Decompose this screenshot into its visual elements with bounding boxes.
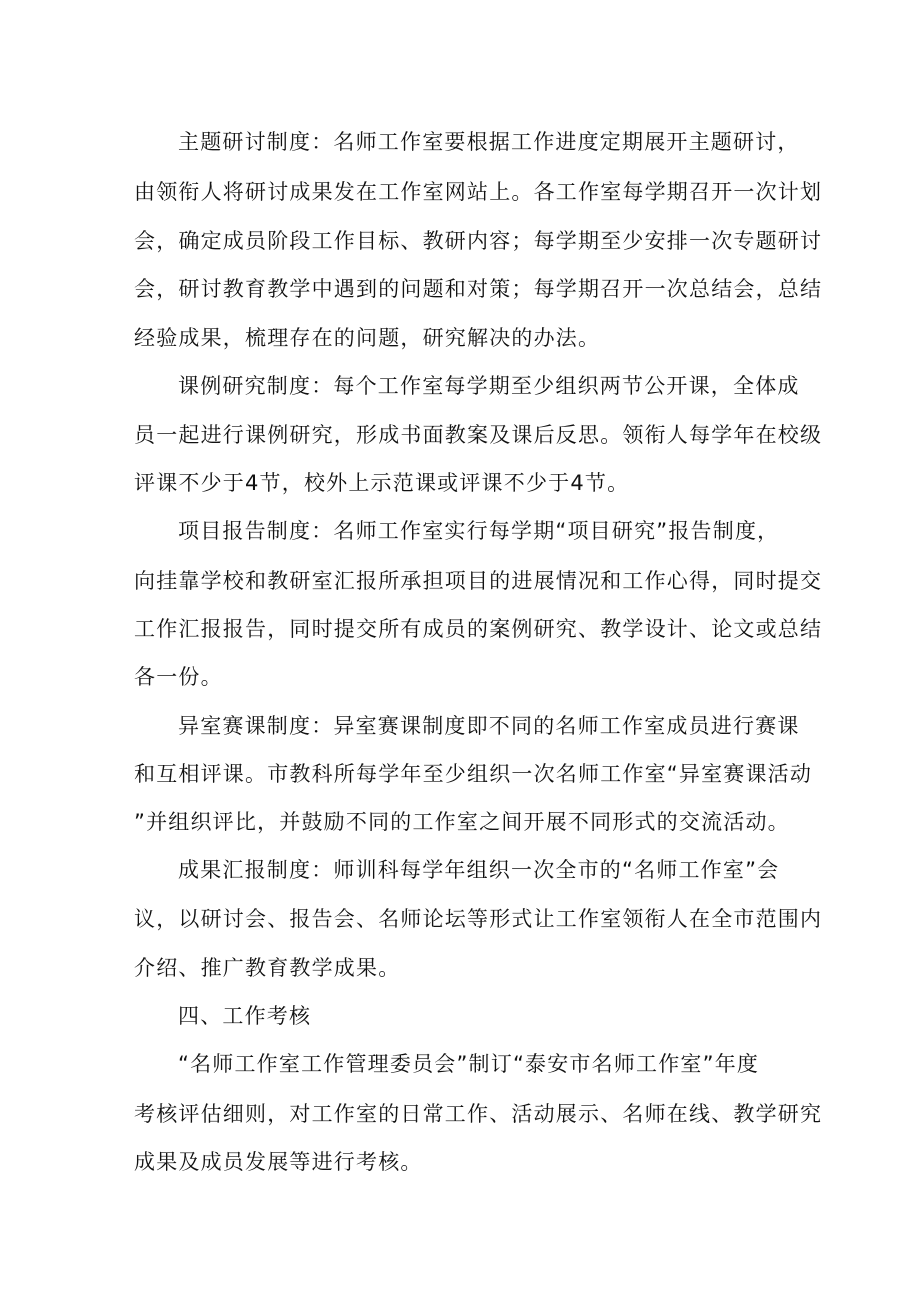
paragraph-line: ”并组织评比，并鼓励不同的工作室之间开展不同形式的交流活动。 <box>134 810 790 834</box>
paragraph-line: 经验成果，梳理存在的问题，研究解决的办法。 <box>134 326 601 350</box>
paragraph-line: 成果及成员发展等进行考核。 <box>134 1150 423 1174</box>
section-heading: 四、工作考核 <box>178 1004 312 1028</box>
paragraph-line: 成果汇报制度：师训科每学年组织一次全市的“名师工作室”会 <box>178 858 780 882</box>
paragraph-line: 会，确定成员阶段工作目标、教研内容；每学期至少安排一次专题研讨 <box>134 229 823 253</box>
paragraph-line: 员一起进行课例研究，形成书面教案及课后反思。领衔人每学年在校级 <box>134 423 823 447</box>
paragraph-line: 异室赛课制度：异室赛课制度即不同的名师工作室成员进行赛课 <box>178 714 800 738</box>
paragraph-line: 项目报告制度：名师工作室实行每学期“项目研究”报告制度， <box>178 519 780 543</box>
paragraph-line: 考核评估细则，对工作室的日常工作、活动展示、名师在线、教学研究 <box>134 1102 823 1126</box>
paragraph-line: 向挂靠学校和教研室汇报所承担项目的进展情况和工作心得，同时提交 <box>134 569 823 593</box>
paragraph-line: 议，以研讨会、报告会、名师论坛等形式让工作室领衔人在全市范围内 <box>134 907 823 931</box>
paragraph-line: 由领衔人将研讨成果发在工作室网站上。各工作室每学期召开一次计划 <box>134 180 823 204</box>
paragraph-line: 会，研讨教育教学中遇到的问题和对策；每学期召开一次总结会，总结 <box>134 277 823 301</box>
paragraph-line: 评课不少于4节，校外上示范课或评课不少于4节。 <box>134 471 630 495</box>
paragraph-line: 课例研究制度：每个工作室每学期至少组织两节公开课，全体成 <box>178 374 800 398</box>
paragraph-line: “名师工作室工作管理委员会”制订“泰安市名师工作室”年度 <box>178 1052 760 1076</box>
paragraph-line: 主题研讨制度：名师工作室要根据工作进度定期展开主题研讨， <box>178 130 800 154</box>
paragraph-line: 介绍、推广教育教学成果。 <box>134 956 401 980</box>
paragraph-line: 和互相评课。市教科所每学年至少组织一次名师工作室“异室赛课活动 <box>134 762 813 786</box>
paragraph-line: 工作汇报报告，同时提交所有成员的案例研究、教学设计、论文或总结 <box>134 617 823 641</box>
paragraph-line: 各一份。 <box>134 665 223 689</box>
